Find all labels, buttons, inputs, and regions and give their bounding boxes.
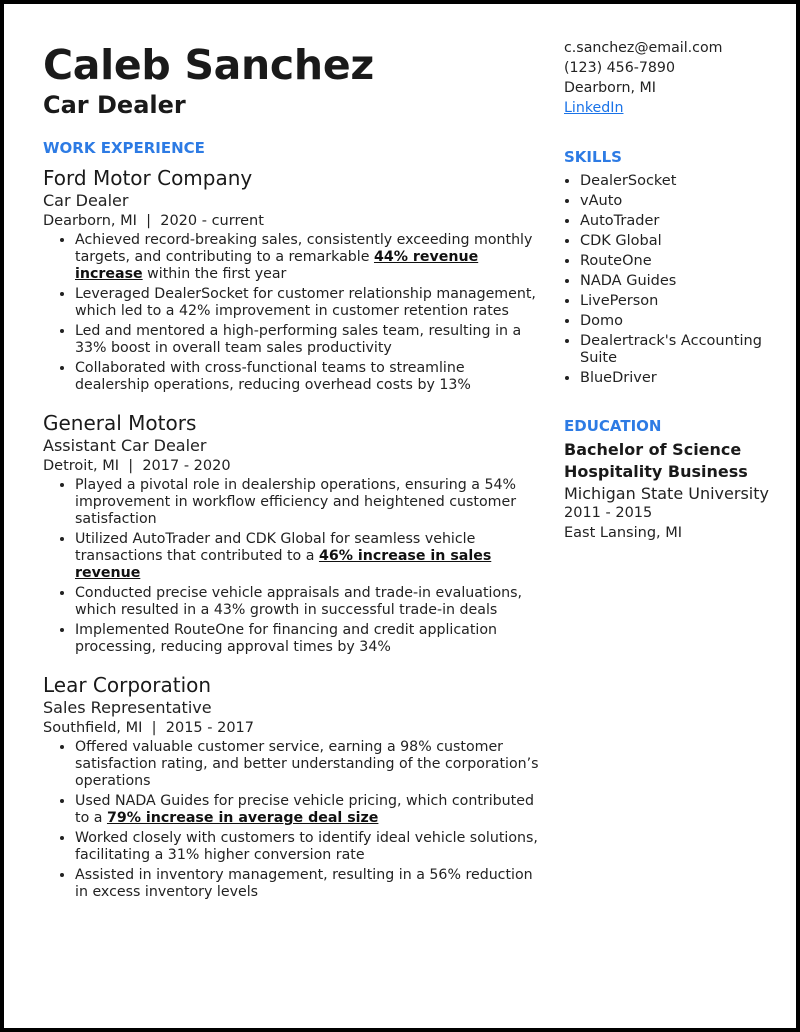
company-name: Ford Motor Company: [43, 166, 253, 190]
bullet-text: Used NADA Guides for precise vehicle pricing, which contributed to a: [75, 793, 534, 826]
bullet-text: Offered valuable customer service, earning a 98% customer satisfaction rating, and better understanding of the corporation’s operations: [75, 739, 539, 789]
skills-list: [564, 173, 779, 387]
education-years: 2011 - 2015: [564, 505, 653, 521]
bullet-text: Collaborated with cross-functional teams to streamline dealership operations, reducing overhead costs by 13%: [75, 360, 471, 393]
candidate-name: Caleb Sanchez: [43, 41, 374, 89]
job-location-dates: Detroit, MI | 2017 - 2020: [43, 458, 231, 474]
bullet-text: Utilized AutoTrader and CDK Global for seamless vehicle transactions that contributed to a: [75, 531, 476, 564]
job-entry: [43, 672, 543, 901]
job-location-dates: Dearborn, MI | 2020 - current: [43, 213, 264, 229]
bullet-text-tail: within the first year: [142, 266, 287, 282]
work-experience-list: [43, 165, 543, 901]
skill-item: • BlueDriver: [580, 370, 779, 387]
bullet-text: Achieved record-breaking sales, consistently exceeding monthly targets, and contributing to a remarkable: [75, 232, 533, 265]
job-bullet: [75, 867, 543, 901]
skill-item: • RouteOne: [580, 253, 779, 270]
job-entry: [43, 165, 543, 394]
company-name: General Motors: [43, 411, 197, 435]
contact-email: c.sanchez@email.com: [564, 40, 723, 56]
skill-item: • vAuto: [580, 193, 779, 210]
job-bullet: [75, 286, 543, 320]
education-entry: [564, 439, 779, 543]
job-bullet: [75, 360, 543, 394]
work-experience-heading: WORK EXPERIENCE: [43, 139, 205, 157]
job-entry: [43, 410, 543, 656]
skills-heading: SKILLS: [564, 148, 622, 166]
job-role: Sales Representative: [43, 698, 212, 717]
contact-block: [564, 38, 779, 118]
job-bullets: [43, 232, 543, 394]
bullet-text: Assisted in inventory management, resulting in a 56% reduction in excess inventory levels: [75, 867, 533, 900]
bullet-text: Leveraged DealerSocket for customer relationship management, which led to a 42% improvement in customer retention rates: [75, 286, 536, 319]
degree-line2: Hospitality Business: [564, 462, 748, 481]
job-bullets: [43, 477, 543, 656]
bullet-text: Worked closely with customers to identify ideal vehicle solutions, facilitating a 31% higher conversion rate: [75, 830, 538, 863]
resume-page: [4, 4, 796, 1028]
job-bullet: [75, 323, 543, 357]
company-name: Lear Corporation: [43, 673, 212, 697]
skill-item: • LivePerson: [580, 293, 779, 310]
job-bullet: [75, 585, 543, 619]
job-bullet: [75, 739, 543, 790]
skill-item: • Domo: [580, 313, 779, 330]
job-bullets: [43, 739, 543, 901]
job-role: Car Dealer: [43, 191, 129, 210]
school-name: Michigan State University: [564, 484, 769, 503]
skill-item: • NADA Guides: [580, 273, 779, 290]
job-bullet: [75, 793, 543, 827]
bullet-text: Played a pivotal role in dealership operations, ensuring a 54% improvement in workflow efficiency and heightened customer satisfaction: [75, 477, 517, 527]
left-column: [43, 40, 543, 904]
bullet-highlight: 46% increase in sales revenue: [75, 548, 492, 581]
job-bullet: [75, 622, 543, 656]
skill-item: • DealerSocket: [580, 173, 779, 190]
bullet-text: Conducted precise vehicle appraisals and trade-in evaluations, which resulted in a 43% growth in successful trade-in deals: [75, 585, 523, 618]
job-location-dates: Southfield, MI | 2015 - 2017: [43, 720, 255, 736]
education-heading: EDUCATION: [564, 417, 662, 435]
bullet-text: Led and mentored a high-performing sales team, resulting in a 33% boost in overall team sales productivity: [75, 323, 522, 356]
job-role: Assistant Car Dealer: [43, 436, 207, 455]
education-location: East Lansing, MI: [564, 525, 683, 541]
bullet-highlight: 79% increase in average deal size: [106, 810, 379, 826]
right-column: [564, 38, 779, 543]
skill-item: • AutoTrader: [580, 213, 779, 230]
contact-location: Dearborn, MI: [564, 80, 656, 96]
job-bullet: [75, 477, 543, 528]
job-bullet: [75, 531, 543, 582]
skill-item: • CDK Global: [580, 233, 779, 250]
skill-item: • Dealertrack's Accounting Suite: [580, 333, 779, 367]
degree-line1: Bachelor of Science: [564, 440, 742, 459]
bullet-text: Implemented RouteOne for financing and credit application processing, reducing approval times by 34%: [75, 622, 498, 655]
job-bullet: [75, 232, 543, 283]
job-title: Car Dealer: [43, 91, 186, 119]
job-bullet: [75, 830, 543, 864]
contact-phone: (123) 456-7890: [564, 60, 675, 76]
bullet-highlight: 44% revenue increase: [75, 249, 479, 282]
linkedin-link[interactable]: LinkedIn: [564, 100, 624, 116]
